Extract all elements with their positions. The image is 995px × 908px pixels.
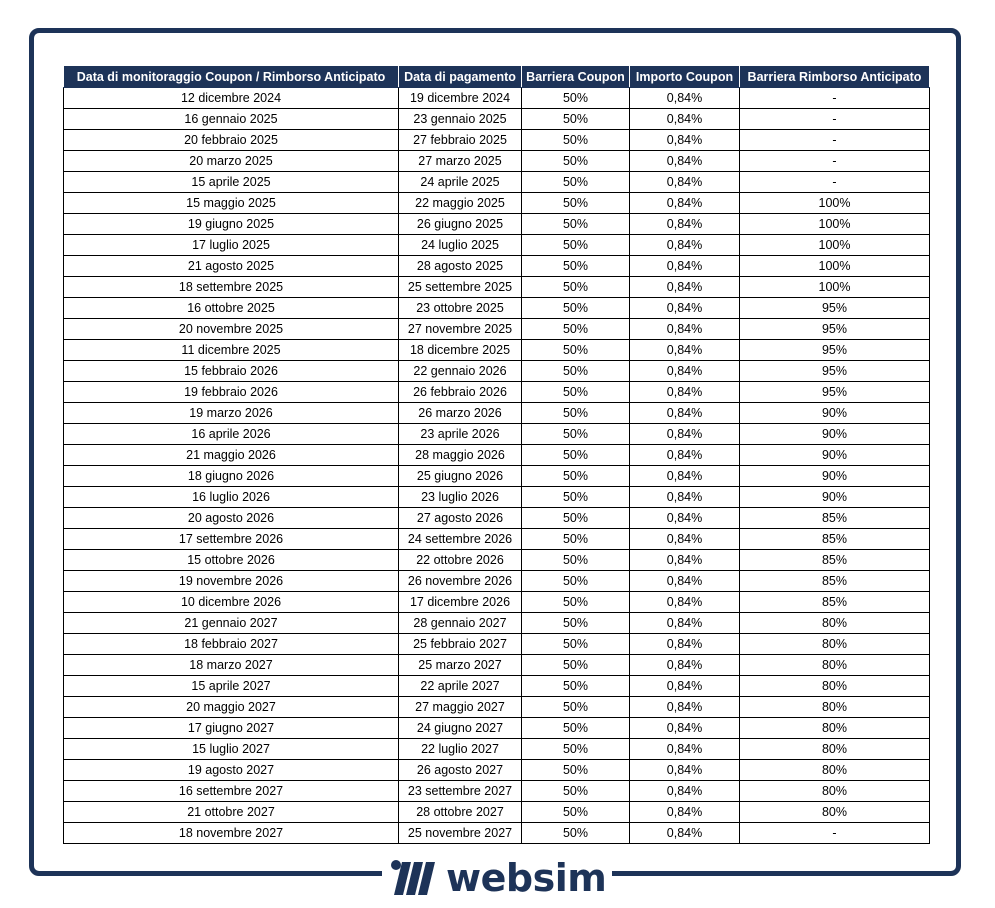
monitoring-date-cell: 21 ottobre 2027 xyxy=(64,802,399,823)
header-early-redemption-barrier: Barriera Rimborso Anticipato xyxy=(740,66,930,88)
header-coupon-amount: Importo Coupon xyxy=(630,66,740,88)
early-redemption-barrier-cell: 80% xyxy=(740,718,930,739)
table-row xyxy=(64,151,930,172)
table-row xyxy=(64,277,930,298)
coupon-barrier-cell: 50% xyxy=(522,361,630,382)
websim-logo-icon xyxy=(390,859,438,897)
table-row xyxy=(64,676,930,697)
coupon-barrier-cell: 50% xyxy=(522,781,630,802)
coupon-barrier-cell: 50% xyxy=(522,466,630,487)
table-row xyxy=(64,634,930,655)
coupon-amount-cell: 0,84% xyxy=(630,151,740,172)
table-row xyxy=(64,466,930,487)
monitoring-date-cell: 15 ottobre 2026 xyxy=(64,550,399,571)
payment-date-cell: 24 settembre 2026 xyxy=(399,529,522,550)
monitoring-date-cell: 11 dicembre 2025 xyxy=(64,340,399,361)
coupon-barrier-cell: 50% xyxy=(522,340,630,361)
payment-date-cell: 23 settembre 2027 xyxy=(399,781,522,802)
table-row xyxy=(64,193,930,214)
monitoring-date-cell: 16 settembre 2027 xyxy=(64,781,399,802)
coupon-amount-cell: 0,84% xyxy=(630,697,740,718)
monitoring-date-cell: 20 novembre 2025 xyxy=(64,319,399,340)
monitoring-date-cell: 15 maggio 2025 xyxy=(64,193,399,214)
table-row xyxy=(64,781,930,802)
coupon-amount-cell: 0,84% xyxy=(630,466,740,487)
early-redemption-barrier-cell: 95% xyxy=(740,298,930,319)
monitoring-date-cell: 16 aprile 2026 xyxy=(64,424,399,445)
payment-date-cell: 26 agosto 2027 xyxy=(399,760,522,781)
monitoring-date-cell: 15 luglio 2027 xyxy=(64,739,399,760)
payment-date-cell: 22 maggio 2025 xyxy=(399,193,522,214)
coupon-barrier-cell: 50% xyxy=(522,739,630,760)
table-row xyxy=(64,529,930,550)
coupon-barrier-cell: 50% xyxy=(522,214,630,235)
payment-date-cell: 27 febbraio 2025 xyxy=(399,130,522,151)
coupon-barrier-cell: 50% xyxy=(522,592,630,613)
table-row xyxy=(64,235,930,256)
payment-date-cell: 25 settembre 2025 xyxy=(399,277,522,298)
table-row xyxy=(64,802,930,823)
table-row xyxy=(64,697,930,718)
table-row xyxy=(64,172,930,193)
coupon-amount-cell: 0,84% xyxy=(630,361,740,382)
early-redemption-barrier-cell: 95% xyxy=(740,340,930,361)
payment-date-cell: 25 febbraio 2027 xyxy=(399,634,522,655)
coupon-amount-cell: 0,84% xyxy=(630,445,740,466)
header-coupon-barrier: Barriera Coupon xyxy=(522,66,630,88)
coupon-barrier-cell: 50% xyxy=(522,298,630,319)
early-redemption-barrier-cell: 80% xyxy=(740,655,930,676)
table-row xyxy=(64,487,930,508)
payment-date-cell: 26 marzo 2026 xyxy=(399,403,522,424)
monitoring-date-cell: 10 dicembre 2026 xyxy=(64,592,399,613)
coupon-barrier-cell: 50% xyxy=(522,172,630,193)
coupon-amount-cell: 0,84% xyxy=(630,298,740,319)
early-redemption-barrier-cell: 100% xyxy=(740,235,930,256)
coupon-barrier-cell: 50% xyxy=(522,256,630,277)
coupon-amount-cell: 0,84% xyxy=(630,88,740,109)
coupon-amount-cell: 0,84% xyxy=(630,823,740,844)
header-payment-date: Data di pagamento xyxy=(399,66,522,88)
coupon-amount-cell: 0,84% xyxy=(630,571,740,592)
coupon-amount-cell: 0,84% xyxy=(630,382,740,403)
coupon-barrier-cell: 50% xyxy=(522,613,630,634)
coupon-amount-cell: 0,84% xyxy=(630,676,740,697)
coupon-amount-cell: 0,84% xyxy=(630,739,740,760)
early-redemption-barrier-cell: 85% xyxy=(740,592,930,613)
payment-date-cell: 27 agosto 2026 xyxy=(399,508,522,529)
early-redemption-barrier-cell: - xyxy=(740,823,930,844)
early-redemption-barrier-cell: 80% xyxy=(740,802,930,823)
coupon-barrier-cell: 50% xyxy=(522,550,630,571)
table-row xyxy=(64,424,930,445)
monitoring-date-cell: 17 giugno 2027 xyxy=(64,718,399,739)
coupon-amount-cell: 0,84% xyxy=(630,109,740,130)
payment-date-cell: 27 novembre 2025 xyxy=(399,319,522,340)
coupon-barrier-cell: 50% xyxy=(522,193,630,214)
early-redemption-barrier-cell: 80% xyxy=(740,634,930,655)
payment-date-cell: 23 aprile 2026 xyxy=(399,424,522,445)
payment-date-cell: 22 ottobre 2026 xyxy=(399,550,522,571)
payment-date-cell: 22 luglio 2027 xyxy=(399,739,522,760)
early-redemption-barrier-cell: 80% xyxy=(740,613,930,634)
payment-date-cell: 28 agosto 2025 xyxy=(399,256,522,277)
payment-date-cell: 23 luglio 2026 xyxy=(399,487,522,508)
monitoring-date-cell: 20 febbraio 2025 xyxy=(64,130,399,151)
early-redemption-barrier-cell: 100% xyxy=(740,256,930,277)
early-redemption-barrier-cell: 95% xyxy=(740,382,930,403)
coupon-barrier-cell: 50% xyxy=(522,235,630,256)
coupon-amount-cell: 0,84% xyxy=(630,172,740,193)
table-row xyxy=(64,361,930,382)
early-redemption-barrier-cell: 100% xyxy=(740,193,930,214)
table-row xyxy=(64,739,930,760)
payment-date-cell: 22 gennaio 2026 xyxy=(399,361,522,382)
table-row xyxy=(64,298,930,319)
coupon-barrier-cell: 50% xyxy=(522,676,630,697)
coupon-barrier-cell: 50% xyxy=(522,130,630,151)
payment-date-cell: 25 novembre 2027 xyxy=(399,823,522,844)
coupon-amount-cell: 0,84% xyxy=(630,508,740,529)
early-redemption-barrier-cell: - xyxy=(740,88,930,109)
table-row xyxy=(64,256,930,277)
monitoring-date-cell: 19 febbraio 2026 xyxy=(64,382,399,403)
early-redemption-barrier-cell: 95% xyxy=(740,319,930,340)
table-row xyxy=(64,340,930,361)
coupon-amount-cell: 0,84% xyxy=(630,634,740,655)
coupon-amount-cell: 0,84% xyxy=(630,655,740,676)
table-row xyxy=(64,319,930,340)
monitoring-date-cell: 15 aprile 2025 xyxy=(64,172,399,193)
monitoring-date-cell: 17 luglio 2025 xyxy=(64,235,399,256)
monitoring-date-cell: 12 dicembre 2024 xyxy=(64,88,399,109)
coupon-barrier-cell: 50% xyxy=(522,823,630,844)
payment-date-cell: 18 dicembre 2025 xyxy=(399,340,522,361)
coupon-barrier-cell: 50% xyxy=(522,319,630,340)
coupon-barrier-cell: 50% xyxy=(522,697,630,718)
payment-date-cell: 24 giugno 2027 xyxy=(399,718,522,739)
payment-date-cell: 27 maggio 2027 xyxy=(399,697,522,718)
header-monitoring-date: Data di monitoraggio Coupon / Rimborso Anticipato xyxy=(64,66,399,88)
payment-date-cell: 19 dicembre 2024 xyxy=(399,88,522,109)
early-redemption-barrier-cell: 85% xyxy=(740,571,930,592)
payment-date-cell: 24 aprile 2025 xyxy=(399,172,522,193)
monitoring-date-cell: 15 febbraio 2026 xyxy=(64,361,399,382)
monitoring-date-cell: 18 settembre 2025 xyxy=(64,277,399,298)
monitoring-date-cell: 18 giugno 2026 xyxy=(64,466,399,487)
table-row xyxy=(64,655,930,676)
coupon-barrier-cell: 50% xyxy=(522,529,630,550)
payment-date-cell: 28 gennaio 2027 xyxy=(399,613,522,634)
coupon-amount-cell: 0,84% xyxy=(630,592,740,613)
monitoring-date-cell: 21 gennaio 2027 xyxy=(64,613,399,634)
table-row xyxy=(64,130,930,151)
monitoring-date-cell: 20 agosto 2026 xyxy=(64,508,399,529)
coupon-barrier-cell: 50% xyxy=(522,277,630,298)
coupon-barrier-cell: 50% xyxy=(522,424,630,445)
payment-date-cell: 26 giugno 2025 xyxy=(399,214,522,235)
coupon-barrier-cell: 50% xyxy=(522,382,630,403)
monitoring-date-cell: 19 agosto 2027 xyxy=(64,760,399,781)
coupon-amount-cell: 0,84% xyxy=(630,781,740,802)
coupon-amount-cell: 0,84% xyxy=(630,130,740,151)
coupon-barrier-cell: 50% xyxy=(522,634,630,655)
coupon-barrier-cell: 50% xyxy=(522,802,630,823)
coupon-amount-cell: 0,84% xyxy=(630,487,740,508)
early-redemption-barrier-cell: 85% xyxy=(740,508,930,529)
payment-date-cell: 23 gennaio 2025 xyxy=(399,109,522,130)
coupon-amount-cell: 0,84% xyxy=(630,424,740,445)
monitoring-date-cell: 15 aprile 2027 xyxy=(64,676,399,697)
early-redemption-barrier-cell: 90% xyxy=(740,424,930,445)
table-body xyxy=(64,88,930,844)
early-redemption-barrier-cell: 95% xyxy=(740,361,930,382)
early-redemption-barrier-cell: - xyxy=(740,130,930,151)
coupon-amount-cell: 0,84% xyxy=(630,277,740,298)
monitoring-date-cell: 18 marzo 2027 xyxy=(64,655,399,676)
payment-date-cell: 24 luglio 2025 xyxy=(399,235,522,256)
payment-date-cell: 27 marzo 2025 xyxy=(399,151,522,172)
early-redemption-barrier-cell: 80% xyxy=(740,676,930,697)
coupon-barrier-cell: 50% xyxy=(522,718,630,739)
monitoring-date-cell: 19 novembre 2026 xyxy=(64,571,399,592)
table-row xyxy=(64,823,930,844)
early-redemption-barrier-cell: - xyxy=(740,109,930,130)
table-row xyxy=(64,592,930,613)
coupon-amount-cell: 0,84% xyxy=(630,529,740,550)
payment-date-cell: 25 giugno 2026 xyxy=(399,466,522,487)
monitoring-date-cell: 20 marzo 2025 xyxy=(64,151,399,172)
coupon-amount-cell: 0,84% xyxy=(630,550,740,571)
table-row xyxy=(64,403,930,424)
early-redemption-barrier-cell: 80% xyxy=(740,781,930,802)
coupon-barrier-cell: 50% xyxy=(522,445,630,466)
early-redemption-barrier-cell: 90% xyxy=(740,403,930,424)
payment-date-cell: 28 ottobre 2027 xyxy=(399,802,522,823)
payment-date-cell: 28 maggio 2026 xyxy=(399,445,522,466)
early-redemption-barrier-cell: 90% xyxy=(740,466,930,487)
table-header-row xyxy=(64,66,930,88)
payment-date-cell: 25 marzo 2027 xyxy=(399,655,522,676)
coupon-schedule-table xyxy=(63,65,930,844)
coupon-barrier-cell: 50% xyxy=(522,760,630,781)
coupon-amount-cell: 0,84% xyxy=(630,319,740,340)
monitoring-date-cell: 19 giugno 2025 xyxy=(64,214,399,235)
early-redemption-barrier-cell: - xyxy=(740,172,930,193)
early-redemption-barrier-cell: 90% xyxy=(740,487,930,508)
payment-date-cell: 17 dicembre 2026 xyxy=(399,592,522,613)
coupon-barrier-cell: 50% xyxy=(522,571,630,592)
coupon-amount-cell: 0,84% xyxy=(630,256,740,277)
table-row xyxy=(64,109,930,130)
table-row xyxy=(64,88,930,109)
coupon-amount-cell: 0,84% xyxy=(630,214,740,235)
monitoring-date-cell: 21 maggio 2026 xyxy=(64,445,399,466)
payment-date-cell: 26 novembre 2026 xyxy=(399,571,522,592)
payment-date-cell: 26 febbraio 2026 xyxy=(399,382,522,403)
monitoring-date-cell: 16 gennaio 2025 xyxy=(64,109,399,130)
table-row xyxy=(64,508,930,529)
coupon-amount-cell: 0,84% xyxy=(630,718,740,739)
monitoring-date-cell: 19 marzo 2026 xyxy=(64,403,399,424)
monitoring-date-cell: 16 luglio 2026 xyxy=(64,487,399,508)
early-redemption-barrier-cell: - xyxy=(740,151,930,172)
early-redemption-barrier-cell: 80% xyxy=(740,739,930,760)
coupon-barrier-cell: 50% xyxy=(522,88,630,109)
coupon-amount-cell: 0,84% xyxy=(630,802,740,823)
monitoring-date-cell: 16 ottobre 2025 xyxy=(64,298,399,319)
coupon-barrier-cell: 50% xyxy=(522,109,630,130)
coupon-amount-cell: 0,84% xyxy=(630,403,740,424)
coupon-amount-cell: 0,84% xyxy=(630,340,740,361)
coupon-amount-cell: 0,84% xyxy=(630,613,740,634)
table-row xyxy=(64,760,930,781)
payment-date-cell: 23 ottobre 2025 xyxy=(399,298,522,319)
table-row xyxy=(64,718,930,739)
table-row xyxy=(64,550,930,571)
monitoring-date-cell: 17 settembre 2026 xyxy=(64,529,399,550)
payment-date-cell: 22 aprile 2027 xyxy=(399,676,522,697)
coupon-barrier-cell: 50% xyxy=(522,151,630,172)
early-redemption-barrier-cell: 90% xyxy=(740,445,930,466)
monitoring-date-cell: 18 novembre 2027 xyxy=(64,823,399,844)
coupon-amount-cell: 0,84% xyxy=(630,760,740,781)
table-row xyxy=(64,382,930,403)
coupon-amount-cell: 0,84% xyxy=(630,193,740,214)
coupon-barrier-cell: 50% xyxy=(522,403,630,424)
early-redemption-barrier-cell: 85% xyxy=(740,529,930,550)
monitoring-date-cell: 18 febbraio 2027 xyxy=(64,634,399,655)
websim-logo xyxy=(390,858,606,898)
monitoring-date-cell: 20 maggio 2027 xyxy=(64,697,399,718)
early-redemption-barrier-cell: 80% xyxy=(740,697,930,718)
table-row xyxy=(64,445,930,466)
coupon-barrier-cell: 50% xyxy=(522,487,630,508)
websim-wordmark: websim xyxy=(446,856,607,900)
table-row xyxy=(64,571,930,592)
early-redemption-barrier-cell: 85% xyxy=(740,550,930,571)
early-redemption-barrier-cell: 80% xyxy=(740,760,930,781)
coupon-amount-cell: 0,84% xyxy=(630,235,740,256)
coupon-barrier-cell: 50% xyxy=(522,508,630,529)
monitoring-date-cell: 21 agosto 2025 xyxy=(64,256,399,277)
early-redemption-barrier-cell: 100% xyxy=(740,214,930,235)
table-row xyxy=(64,613,930,634)
early-redemption-barrier-cell: 100% xyxy=(740,277,930,298)
coupon-barrier-cell: 50% xyxy=(522,655,630,676)
table-row xyxy=(64,214,930,235)
